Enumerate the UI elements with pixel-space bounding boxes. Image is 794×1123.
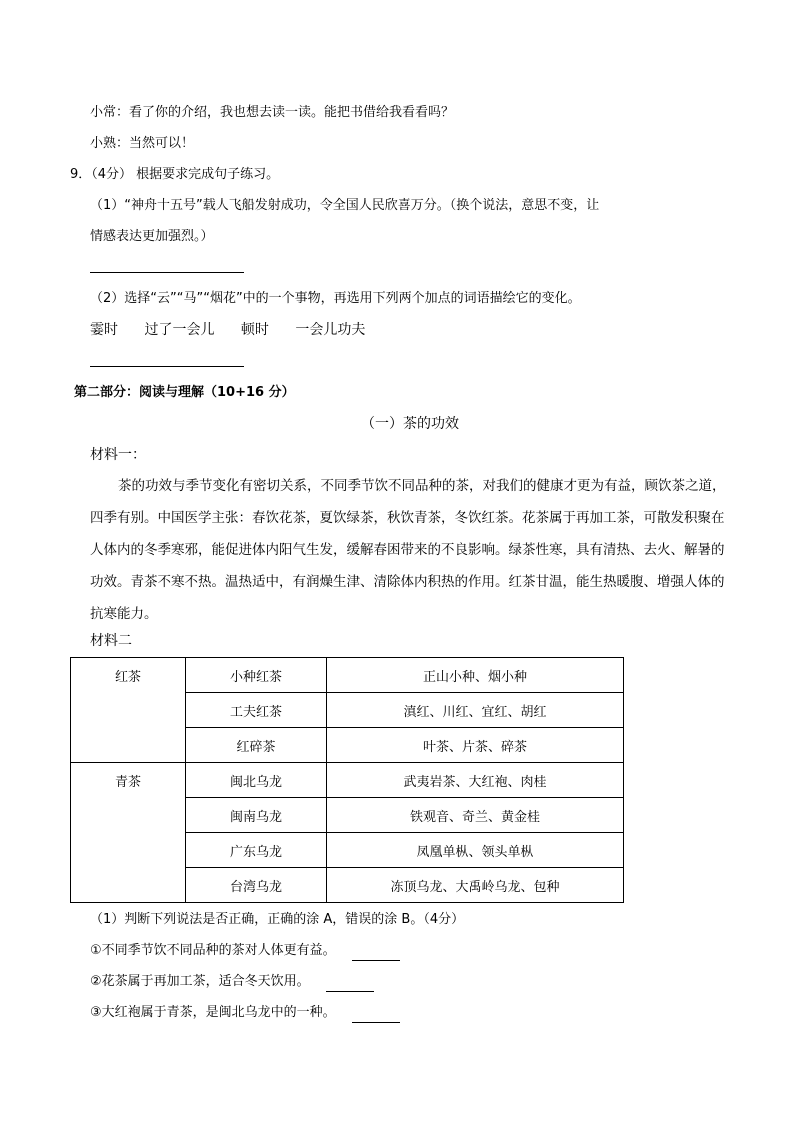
material-1-text: 茶的功效与季节变化有密切关系，不同季节饮不同品种的茶，对我们的健康才更为有益，顾饮茶之道，四季有别。中国医学主张：春饮花茶，夏饮绿茶，秋饮青茶，冬饮红茶。花茶属于再加工茶，可散发积聚在人体内的冬季寒邪，能促进体内阳气生发，缓解春困带来的不良影响。绿茶性寒，具有清热、去火、解暑的功效。青茶不寒不热。温热适中，有润燥生津、清除体内积热的作用。红茶甘温，能生热暖腹、增强人体的抗寒能力。 (90, 478, 726, 622)
judge-item-3 (90, 1003, 400, 1023)
table-row (71, 763, 624, 798)
answer-blank[interactable] (352, 946, 400, 961)
dialogue-line-1: 小常：看了你的介绍，我也想去读一读。能把书借给我看看吗？ (90, 105, 455, 120)
table-cell-examples: 滇红、川红、宜红、胡红 (327, 693, 624, 728)
material-2-label: 材料二 (90, 633, 132, 649)
section-title: （一）茶的功效 (361, 416, 459, 432)
table-cell-examples: 叶茶、片茶、碎茶 (327, 728, 624, 763)
table-cell-examples: 冻顶乌龙、大禹岭乌龙、包种 (327, 868, 624, 903)
table-cell-type: 工夫红茶 (186, 693, 327, 728)
word-choices (90, 320, 387, 340)
judge-item-text: ②花茶属于再加工茶，适合冬天饮用。 (90, 974, 310, 989)
judge-item-1 (90, 941, 400, 961)
table-cell-examples: 凤凰单枞、领头单枞 (327, 833, 624, 868)
question-9-sub2: （2）选择“云”“马”“烟花”中的一个事物，再选用下列两个加点的词语描绘它的变化。 (90, 291, 581, 306)
word-choice: 一会儿功夫 (295, 322, 366, 338)
judge-item-text: ③大红袍属于青茶，是闽北乌龙中的一种。 (90, 1005, 336, 1020)
part2-heading: 第二部分：阅读与理解（10+16 分） (74, 385, 295, 400)
table-cell-type: 广东乌龙 (186, 833, 327, 868)
answer-blank[interactable] (352, 1008, 400, 1023)
table-cell-examples: 铁观音、奇兰、黄金桂 (327, 798, 624, 833)
table-cell-examples: 武夷岩茶、大红袍、肉桂 (327, 763, 624, 798)
word-choice: 霎时 (90, 322, 118, 338)
question-9-sub1-line2: 情感表达更加强烈。） (90, 229, 214, 244)
tea-classification-table (70, 657, 624, 903)
table-cell-category: 红茶 (71, 658, 186, 763)
question-9-title: 9．（4分） 根据要求完成句子练习。 (70, 167, 280, 182)
table-cell-category: 青茶 (71, 763, 186, 903)
table-cell-type: 台湾乌龙 (186, 868, 327, 903)
question-9-sub1-line1: （1）“神舟十五号”载人飞船发射成功，令全国人民欣喜万分。（换个说法，意思不变，让 (90, 198, 600, 213)
dialogue-line-2: 小熟：当然可以！ (90, 136, 195, 151)
answer-blank-sub2[interactable] (90, 366, 244, 367)
word-choice: 过了一会儿 (144, 322, 215, 338)
table-cell-type: 闽南乌龙 (186, 798, 327, 833)
table-cell-type: 红碎茶 (186, 728, 327, 763)
table-cell-examples: 正山小种、烟小种 (327, 658, 624, 693)
table-row (71, 658, 624, 693)
material-1-label: 材料一： (90, 447, 146, 463)
judge-item-2 (90, 972, 374, 992)
answer-blank-sub1[interactable] (90, 272, 244, 273)
word-choice: 顿时 (240, 322, 269, 338)
answer-blank[interactable] (326, 977, 374, 992)
table-cell-type: 小种红茶 (186, 658, 327, 693)
judge-instruction: （1）判断下列说法是否正确，正确的涂 A，错误的涂 B。（4分） (90, 912, 465, 927)
judge-item-text: ①不同季节饮不同品种的茶对人体更有益。 (90, 943, 336, 958)
table-cell-type: 闽北乌龙 (186, 763, 327, 798)
